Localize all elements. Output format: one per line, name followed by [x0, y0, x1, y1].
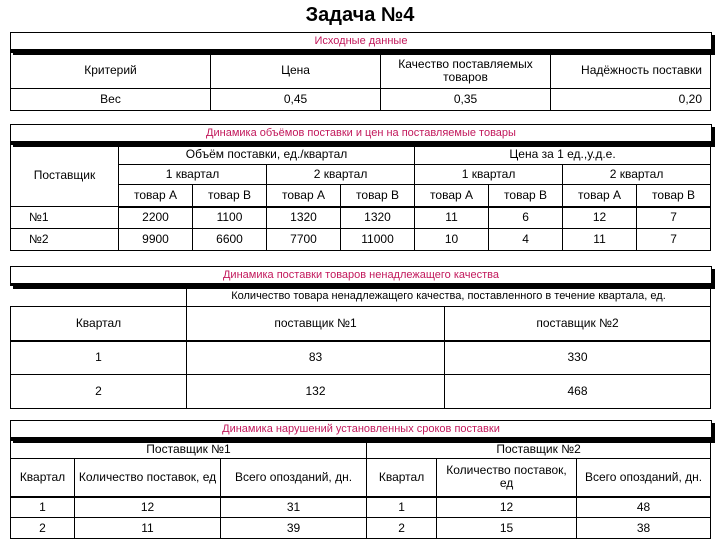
value-cell: 1320	[341, 207, 415, 229]
col-reliability: Надёжность поставки	[551, 53, 711, 89]
value-cell: 10	[415, 229, 489, 251]
col-volume: Объём поставки, ед./квартал	[119, 145, 415, 165]
cell-weight-reliability: 0,20	[551, 89, 711, 111]
volumes-prices-table	[10, 144, 711, 251]
col-price: Цена	[211, 53, 381, 89]
col-delays: Всего опозданий, дн.	[221, 459, 367, 497]
goods-header: товар А	[415, 185, 489, 207]
value-cell: 11	[415, 207, 489, 229]
value-cell: 31	[221, 497, 367, 518]
col-delays: Всего опозданий, дн.	[577, 459, 711, 497]
blank-cell	[11, 287, 187, 307]
supplier-cell: №2	[11, 229, 119, 251]
value-cell: 132	[187, 375, 445, 409]
value-cell: 11	[75, 518, 221, 539]
value-cell: 9900	[119, 229, 193, 251]
section-poor-quality	[10, 266, 710, 409]
col-criterion: Критерий	[11, 53, 211, 89]
col-supplier-1: поставщик №1	[187, 307, 445, 341]
subheader-poor-quality: Количество товара ненадлежащего качества, поставленного в течение квартала, ед.	[187, 287, 711, 307]
value-cell: 7700	[267, 229, 341, 251]
cell-weight-quality: 0,35	[381, 89, 551, 111]
section-initial-data	[10, 32, 710, 111]
section-header-initial-data: Исходные данные	[10, 32, 712, 52]
col-supplier-2: Поставщик №2	[367, 441, 711, 459]
value-cell: 11000	[341, 229, 415, 251]
col-price-unit: Цена за 1 ед.,у.д.е.	[415, 145, 711, 165]
quarter-cell: 1	[367, 497, 437, 518]
value-cell: 4	[489, 229, 563, 251]
col-quality: Качество поставляемых товаров	[381, 53, 551, 89]
value-cell: 12	[563, 207, 637, 229]
value-cell: 15	[437, 518, 577, 539]
quarter-cell: 2	[11, 375, 187, 409]
table-row	[11, 229, 711, 251]
value-cell: 12	[75, 497, 221, 518]
quarter-cell: 2	[367, 518, 437, 539]
table-row	[11, 207, 711, 229]
value-cell: 2200	[119, 207, 193, 229]
value-cell: 7	[637, 207, 711, 229]
table-row	[11, 375, 711, 409]
page-title: Задача №4	[305, 4, 415, 26]
quarter-cell: 1	[11, 341, 187, 375]
delays-table	[10, 440, 711, 539]
poor-quality-table	[10, 286, 711, 409]
value-cell: 48	[577, 497, 711, 518]
col-supplier: Поставщик	[11, 145, 119, 207]
table-row	[11, 518, 711, 539]
section-header-delays: Динамика нарушений установленных сроков поставки	[10, 420, 712, 440]
cell-weight-price: 0,45	[211, 89, 381, 111]
goods-header: товар В	[193, 185, 267, 207]
value-cell: 6600	[193, 229, 267, 251]
value-cell: 468	[445, 375, 711, 409]
value-cell: 11	[563, 229, 637, 251]
col-quarter: Квартал	[367, 459, 437, 497]
section-header-volumes-prices: Динамика объёмов поставки и цен на поставляемые товары	[10, 124, 712, 144]
col-supplier-1: Поставщик №1	[11, 441, 367, 459]
table-row	[11, 341, 711, 375]
quarter-cell: 2	[11, 518, 75, 539]
col-quarter: Квартал	[11, 307, 187, 341]
value-cell: 1320	[267, 207, 341, 229]
goods-header: товар В	[637, 185, 711, 207]
section-header-poor-quality: Динамика поставки товаров ненадлежащего качества	[10, 266, 712, 286]
goods-header: товар А	[119, 185, 193, 207]
goods-header: товар А	[563, 185, 637, 207]
goods-header: товар А	[267, 185, 341, 207]
quarter-header: 2 квартал	[563, 165, 711, 185]
goods-header: товар В	[489, 185, 563, 207]
col-deliveries: Количество поставок, ед	[75, 459, 221, 497]
cell-weight-label: Вес	[11, 89, 211, 111]
value-cell: 330	[445, 341, 711, 375]
col-supplier-2: поставщик №2	[445, 307, 711, 341]
quarter-header: 1 квартал	[119, 165, 267, 185]
value-cell: 12	[437, 497, 577, 518]
quarter-header: 1 квартал	[415, 165, 563, 185]
col-deliveries: Количество поставок, ед	[437, 459, 577, 497]
table-row	[11, 497, 711, 518]
goods-header: товар В	[341, 185, 415, 207]
value-cell: 6	[489, 207, 563, 229]
value-cell: 39	[221, 518, 367, 539]
value-cell: 83	[187, 341, 445, 375]
section-volumes-prices	[10, 124, 710, 251]
value-cell: 38	[577, 518, 711, 539]
quarter-cell: 1	[11, 497, 75, 518]
value-cell: 7	[637, 229, 711, 251]
initial-data-table	[10, 52, 711, 111]
quarter-header: 2 квартал	[267, 165, 415, 185]
supplier-cell: №1	[11, 207, 119, 229]
section-delays	[10, 420, 710, 539]
value-cell: 1100	[193, 207, 267, 229]
col-quarter: Квартал	[11, 459, 75, 497]
